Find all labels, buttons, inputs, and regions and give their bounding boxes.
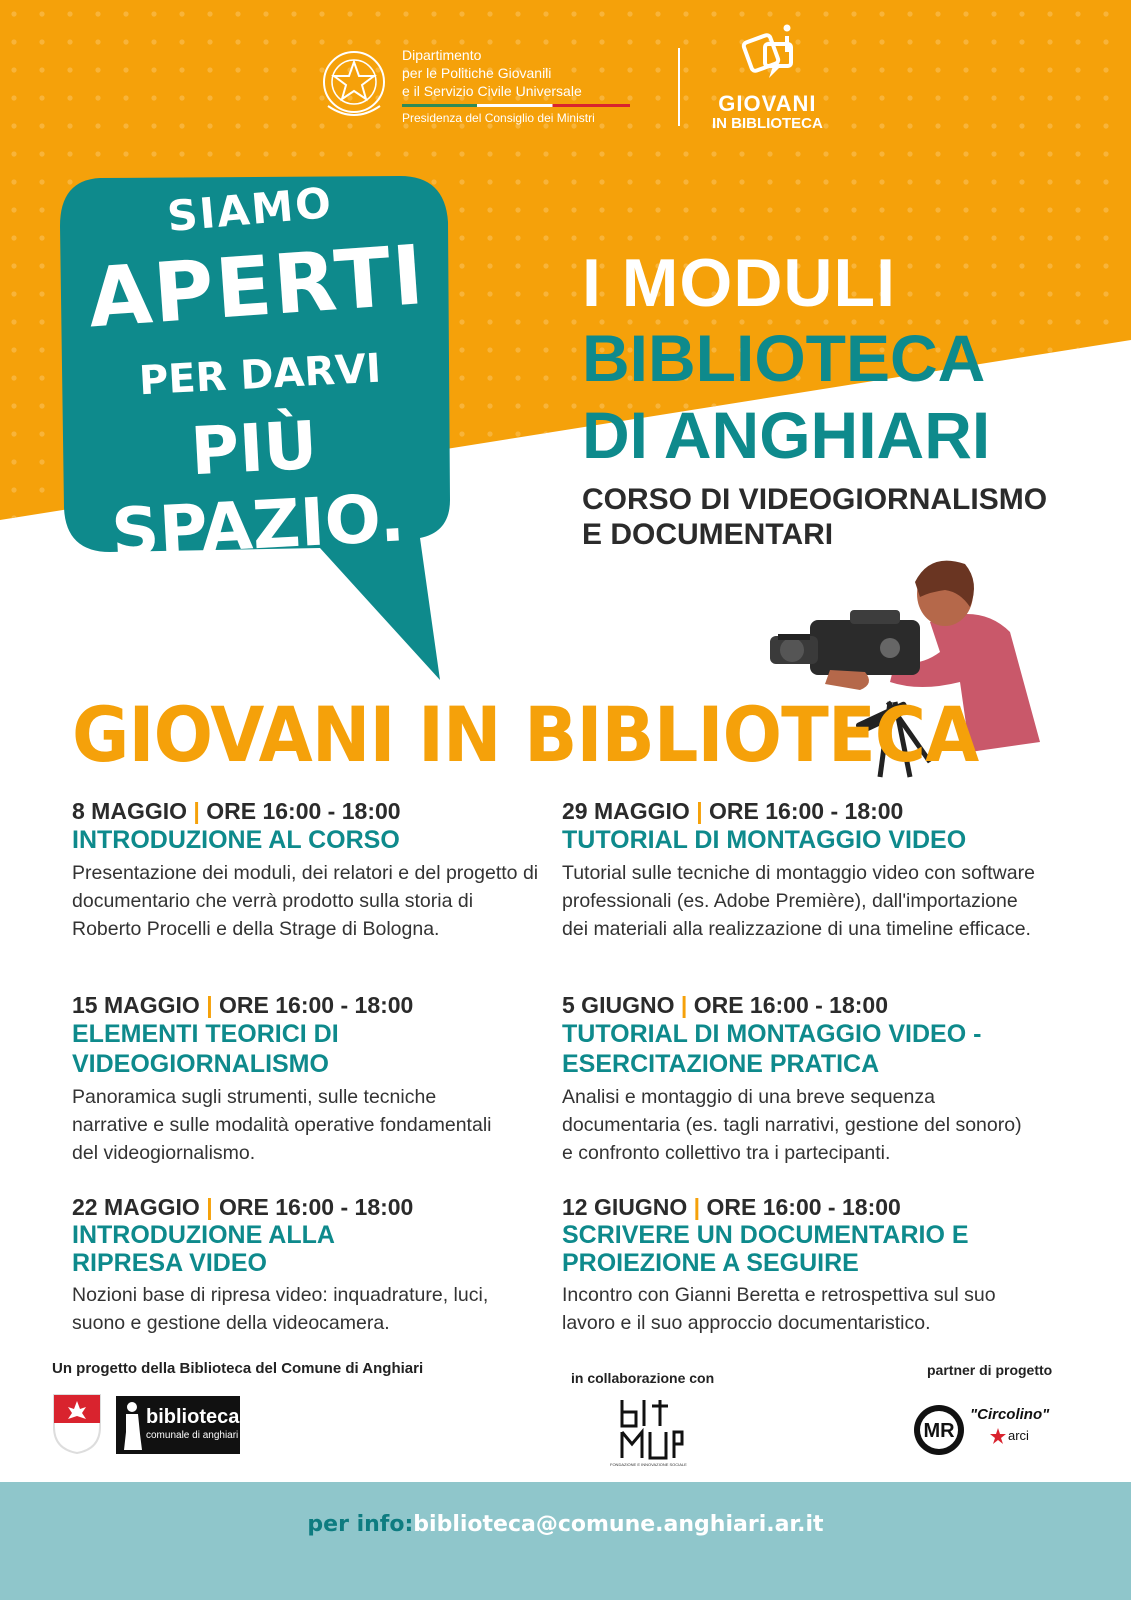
event-time: ORE 16:00 - 18:00 <box>709 798 904 824</box>
bubble-line-4: PIÙ SPAZIO. <box>109 406 407 572</box>
circolino-text: "Circolino" <box>970 1406 1050 1423</box>
event-time: ORE 16:00 - 18:00 <box>206 798 401 824</box>
dept-sub: Presidenza del Consiglio dei Ministri <box>402 111 595 125</box>
bubble-line-1: SIAMO <box>165 177 335 242</box>
dept-line-2: per le Politiche Giovanili <box>402 65 552 81</box>
event-time: ORE 16:00 - 18:00 <box>219 1194 414 1220</box>
event-3 <box>72 1194 512 1337</box>
info-label: per info: <box>307 1512 414 1537</box>
info-line <box>0 1512 1131 1537</box>
event-time: ORE 16:00 - 18:00 <box>693 992 889 1018</box>
event-2 <box>72 992 512 1167</box>
giovani-chat-icon <box>733 22 805 90</box>
dept-name <box>402 46 595 127</box>
bubble-line-3: PER DARVI <box>137 345 383 405</box>
bib-name: biblioteca <box>146 1406 240 1428</box>
biblioteca-logo <box>116 1396 240 1454</box>
event-date: 29 MAGGIO | ORE 16:00 - 18:00 <box>562 798 904 824</box>
dept-line-1: Dipartimento <box>402 47 482 63</box>
title-anghiari: DI ANGHIARI <box>582 398 991 472</box>
event-day: 29 MAGGIO <box>562 798 690 824</box>
event-desc: Panoramica sugli strumenti, sulle tecniche narrative e sulle modalità operative fondamentali del videogiornalismo. <box>72 1086 492 1164</box>
event-desc: Nozioni base di ripresa video: inquadrature, luci, suono e gestione della videocamera. <box>72 1284 489 1334</box>
anghiari-crest-icon <box>52 1393 102 1455</box>
event-desc: Tutorial sulle tecniche di montaggio video con software professionali (es. Adobe Première), dall'importazione dei materiali alla realizzazione di una timeline efficace. <box>562 862 1035 940</box>
project-credit: Un progetto della Biblioteca del Comune di Anghiari <box>52 1360 424 1377</box>
event-day: 5 GIUGNO <box>562 992 675 1018</box>
event-5 <box>562 992 1052 1167</box>
mr-logo-icon <box>912 1403 966 1457</box>
event-date: 8 MAGGIO | ORE 16:00 - 18:00 <box>72 798 401 824</box>
event-date: 22 MAGGIO | ORE 16:00 - 18:00 <box>72 1194 414 1220</box>
title-biblioteca: BIBLIOTECA <box>582 321 986 395</box>
svg-text:MR: MR <box>923 1420 955 1442</box>
title-moduli: I MODULI <box>582 245 896 321</box>
italian-emblem-icon <box>318 46 390 122</box>
event-day: 8 MAGGIO <box>72 798 188 824</box>
event-desc: Incontro con Gianni Beretta e retrospettiva sul suo lavoro e il suo approccio documentaristico. <box>562 1284 996 1334</box>
event-title: ELEMENTI TEORICI DI VIDEOGIORNALISMO <box>72 1020 339 1078</box>
event-desc: Analisi e montaggio di una breve sequenza documentaria (es. tagli narrativi, gestione del sonoro) e confronto collettivo tra i partecipanti. <box>562 1086 1022 1164</box>
event-title: INTRODUZIONE ALLA RIPRESA VIDEO <box>72 1221 335 1277</box>
corso-line-1: CORSO DI VIDEOGIORNALISMO <box>582 483 1048 516</box>
event-6 <box>562 1194 1032 1337</box>
event-date: 12 GIUGNO | ORE 16:00 - 18:00 <box>562 1194 901 1220</box>
header-divider <box>678 48 680 126</box>
footer-bar <box>0 1482 1131 1600</box>
title-corso <box>582 482 1047 552</box>
event-date: 5 GIUGNO | ORE 16:00 - 18:00 <box>562 992 889 1018</box>
bitmap-logo-icon <box>618 1398 684 1460</box>
event-day: 22 MAGGIO <box>72 1194 200 1220</box>
event-day: 15 MAGGIO <box>72 992 200 1018</box>
bubble-line-2: APERTI <box>85 228 429 347</box>
partner-label: partner di progetto <box>927 1362 1053 1378</box>
event-time: ORE 16:00 - 18:00 <box>219 992 414 1018</box>
event-1 <box>72 798 542 943</box>
bitmap-sub: FONDAZIONE E INNOVAZIONE SOCIALE <box>610 1462 687 1467</box>
dept-line-3: e il Servizio Civile Universale <box>402 83 582 99</box>
event-title: INTRODUZIONE AL CORSO <box>72 826 400 854</box>
info-email-link[interactable]: biblioteca@comune.anghiari.ar.it <box>413 1512 824 1537</box>
bib-sub: comunale di anghiari <box>146 1430 239 1441</box>
event-title: TUTORIAL DI MONTAGGIO VIDEO - ESERCITAZIONE PRATICA <box>562 1020 982 1078</box>
arci-text: arci <box>1008 1428 1029 1443</box>
event-4 <box>562 798 1042 943</box>
arci-star-icon <box>990 1428 1006 1444</box>
giovani-logo-line-1: GIOVANI <box>718 91 817 116</box>
giovani-logo-line-2: IN BIBLIOTECA <box>712 115 823 132</box>
flag-line <box>402 104 630 107</box>
event-date: 15 MAGGIO | ORE 16:00 - 18:00 <box>72 992 414 1018</box>
event-title: TUTORIAL DI MONTAGGIO VIDEO <box>562 826 967 854</box>
section-title: GIOVANI IN BIBLIOTECA <box>72 690 979 779</box>
event-time: ORE 16:00 - 18:00 <box>706 1194 901 1220</box>
reader-silhouette-icon <box>120 1400 144 1450</box>
event-day: 12 GIUGNO <box>562 1194 688 1220</box>
corso-line-2: E DOCUMENTARI <box>582 518 834 551</box>
event-desc: Presentazione dei moduli, dei relatori e del progetto di documentario che verrà prodotto sulla storia di Roberto Procelli e della Strage di Bologna. <box>72 862 539 940</box>
giovani-logo-text <box>712 91 823 134</box>
event-title: SCRIVERE UN DOCUMENTARIO E PROIEZIONE A SEGUIRE <box>562 1221 969 1277</box>
collab-label: in collaborazione con <box>571 1370 715 1386</box>
